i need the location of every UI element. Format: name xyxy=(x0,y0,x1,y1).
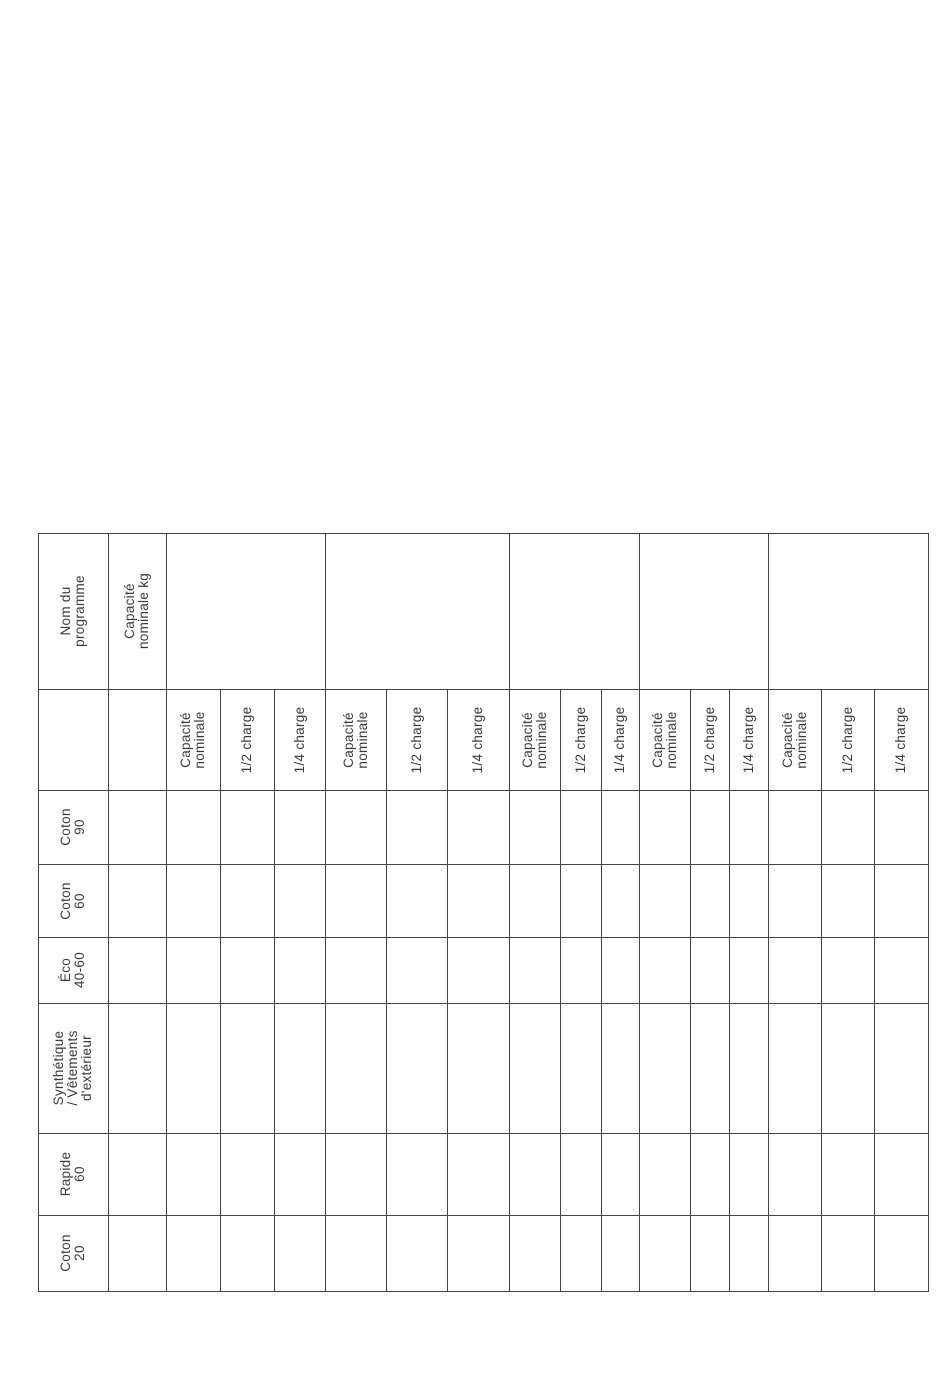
load-half-label-g5: 1/2 charge xyxy=(839,706,855,773)
load-half-label-g3-cell xyxy=(560,689,601,790)
row-divider xyxy=(38,790,929,791)
header-program-name: Nom du programme xyxy=(58,575,87,647)
program-name-cell xyxy=(38,864,108,937)
load-quarter-label-g4-cell xyxy=(729,689,768,790)
load-half-label-g5-cell xyxy=(821,689,874,790)
column-divider-major xyxy=(639,533,640,1292)
program-name: Coton 20 xyxy=(58,1234,87,1272)
program-name: Rapide 60 xyxy=(58,1151,87,1197)
column-divider-major xyxy=(768,533,769,1292)
load-rated-capacity-label-g2: Capacité nominale xyxy=(340,710,370,769)
load-quarter-label-g3-cell xyxy=(601,689,639,790)
load-half-label-g1: 1/2 charge xyxy=(239,706,254,773)
column-divider-major xyxy=(509,533,510,1292)
load-quarter-label-g5-cell xyxy=(874,689,928,790)
program-name-cell xyxy=(38,1215,108,1291)
row-divider xyxy=(38,1133,929,1134)
program-name: Synthétique / Vêtements d'extérieur xyxy=(51,1030,94,1106)
column-divider-major xyxy=(928,533,929,1292)
program-name-cell xyxy=(38,937,108,1003)
program-consumption-table xyxy=(38,533,928,1291)
load-rated-capacity-label-g1: Capacité nominale xyxy=(178,710,207,769)
table-border-top xyxy=(38,533,929,534)
load-rated-capacity-label-g5: Capacité nominale xyxy=(779,710,809,769)
load-half-label-g1-cell xyxy=(220,689,274,790)
header-rated-capacity-cell xyxy=(108,533,166,689)
program-name-cell xyxy=(38,1003,108,1133)
table-border-bottom xyxy=(38,1291,929,1292)
load-quarter-label-g2-cell xyxy=(447,689,509,790)
load-quarter-label-g5: 1/4 charge xyxy=(893,706,908,773)
header-rated-capacity: Capacité nominale kg xyxy=(122,572,151,650)
load-quarter-label-g1: 1/4 charge xyxy=(291,706,307,773)
program-name: Coton 60 xyxy=(58,881,87,920)
load-rated-capacity-label-g3: Capacité nominale xyxy=(519,710,549,769)
header-program-name-cell xyxy=(38,533,108,689)
column-divider-major xyxy=(166,533,167,1292)
load-half-label-g2: 1/2 charge xyxy=(408,706,424,773)
load-half-label-g4: 1/2 charge xyxy=(701,706,717,773)
load-quarter-label-g4: 1/4 charge xyxy=(740,706,756,773)
load-half-label-g3: 1/2 charge xyxy=(572,706,588,773)
load-half-label-g4-cell xyxy=(690,689,729,790)
row-divider xyxy=(38,1215,929,1216)
column-divider-major xyxy=(325,533,326,1292)
load-rated-capacity-label-g4: Capacité nominale xyxy=(649,710,679,769)
row-divider xyxy=(38,864,929,865)
program-name-cell xyxy=(38,790,108,864)
row-divider xyxy=(38,1003,929,1004)
row-divider xyxy=(38,937,929,938)
program-name: Éco 40-60 xyxy=(58,951,87,989)
load-quarter-label-g3: 1/4 charge xyxy=(612,706,627,773)
program-name: Coton 90 xyxy=(58,808,87,846)
load-half-label-g2-cell xyxy=(386,689,447,790)
load-rated-capacity-label-g1-cell xyxy=(166,689,220,790)
load-quarter-label-g2: 1/4 charge xyxy=(470,706,485,773)
load-rated-capacity-label-g2-cell xyxy=(325,689,386,790)
load-rated-capacity-label-g5-cell xyxy=(768,689,821,790)
load-rated-capacity-label-g3-cell xyxy=(509,689,560,790)
load-rated-capacity-label-g4-cell xyxy=(639,689,690,790)
load-quarter-label-g1-cell xyxy=(274,689,325,790)
program-name-cell xyxy=(38,1133,108,1215)
